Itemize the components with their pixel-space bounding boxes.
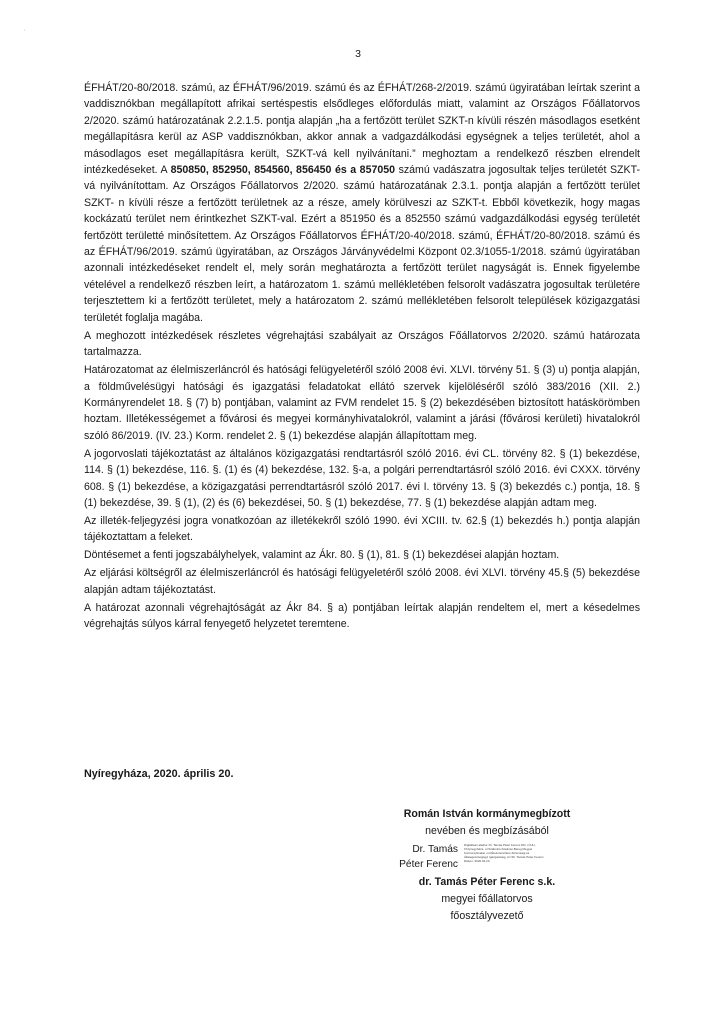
signature-line-1: Román István kormánymegbízott bbox=[403, 808, 571, 820]
place-date: Nyíregyháza, 2020. április 20. bbox=[84, 768, 234, 780]
paragraph bbox=[84, 362, 640, 444]
digital-signature-name bbox=[386, 842, 458, 872]
paragraph bbox=[84, 547, 640, 563]
text-run: Az eljárási költségről az élelmiszerláncról és hatósági felügyeletéről szóló 2008. évi XLVI. törvény 45.§ (5) bekezdése alapján adtam tájékoztatást. bbox=[84, 567, 640, 596]
signer-title-2: főosztályvezető bbox=[450, 910, 524, 922]
text-run: A meghozott intézkedések részletes végrehajtási szabályait az Országos Főállatorvos 2/2020. számú határozata tartalmazza. bbox=[84, 329, 640, 359]
paragraph bbox=[84, 446, 640, 512]
text-run: Határozatomat az élelmiszerláncról és hatósági felügyeletéről szóló 2008 évi. XLVI. törvény 51. § (3) u) pontja alapján, a földművelésügyi hatósági és igazgatási feladatokat ellátó szervek kijelöléséről szóló 383/2016 (XII. 2.) Kormányrendelet 18. § (7) b) pontjában, valamint az FVM rendelet 15. § (2) bekezdésében biztosított hatáskörömben hoztam. Illetékességemet a fővárosi és megyei kormányhivatalokról, valamint a járási (fővárosi kerületi) hivatalokról szóló 86/2019. (IV. 23.) Korm. rendelet 2. § (1) bekezdése alapján állapítottam meg. bbox=[84, 364, 640, 442]
digital-signature-name-1: Dr. Tamás bbox=[412, 844, 458, 855]
margin-mark: ' bbox=[24, 30, 26, 36]
paragraph bbox=[84, 80, 640, 326]
text-run: Az illeték-feljegyzési jogra vonatkozóan az illetékekről szóló 1990. évi XCIII. tv. 62.§ (1) bekezdés h.) pontja alapján tájékoztattam a feleket. bbox=[84, 514, 640, 544]
digital-signature bbox=[372, 840, 602, 874]
text-run: A határozat azonnali végrehajtóságát az Ákr 84. § a) pontjában leírtak alapján rendeltem el, mert a késedelmes végrehajtás súlyos kárral fenyegető helyzetet teremtene. bbox=[84, 601, 640, 631]
signature-line-2: nevében és megbízásából bbox=[425, 825, 549, 837]
paragraph bbox=[84, 600, 640, 633]
text-run: Döntésemet a fenti jogszabályhelyek, valamint az Ákr. 80. § (1), 81. § (1) bekezdései alapján hoztam. bbox=[84, 549, 560, 562]
signature-block bbox=[372, 806, 602, 925]
bold-text-run: 850850, 852950, 854560, 856450 és a 857050 bbox=[170, 164, 396, 177]
text-run: számú vadászatra jogosultak teljes területét SZKT-vá nyilvánítottam. Az Országos Főállatorvos 2/2020. számú határozatának 2.3.1. pontja alapján a fertőzött terület SZKT- n kívüli része a fertőzött területnek az a része, amely körülveszi az SZKT-t. Ebből következik, hogy magas kockázatú terület nem érintkezhet SZKT-val. Ezért a 851950 és a 852550 számú vadgazdálkodási egység területét fertőzött területté minősítettem. Az Országos Főállatorvos ÉFHÁT/20-40/2018. számú, ÉFHÁT/20-80/2018. számú és az ÉFHÁT/96/2019. számú ügyiratában, az Országos Járványvédelmi Központ 02.3/1055-1/2018. számú ügyiratában azonnali intézkedéseket rendelt el, mely során meghatározta a fertőzött terület nagyságát is. Ennek figyelembe vételével a rendelkező részben leírt, a határozatom 1. számú mellékletében felsorolt vadászatra jogosultak területére terjesztettem ki a fertőzött területet, mely a határozatom 2. számú mellékletében felsorolt települések közigazgatási területét foglalja magába. bbox=[84, 164, 640, 324]
body-text bbox=[84, 80, 640, 634]
signer-title-1: megyei főállatorvos bbox=[441, 893, 533, 905]
paragraph bbox=[84, 513, 640, 546]
text-run: A jogorvoslati tájékoztatást az általános közigazgatási rendtartásról szóló 2016. évi CL. törvény 82. § (1) bekezdése, 114. § (1) bekezdése, 116. §. (1) és (4) bekezdése, 132. §-a, a polgári perrendtartásról szóló 2016. évi CXXX. törvény 608. § (1) bekezdése, a közigazgatási perrendtartásról szóló 2017. évi I. törvény 13. § (3) bekezdés c.) pontja, 18. § (1) bekezdése, 39. § (1), (2) és (6) bekezdései, 50. § (1) bekezdése, 77. § (1) bekezdése alapján adtam meg. bbox=[84, 447, 640, 509]
page-number: 3 bbox=[355, 48, 361, 60]
digital-signature-details: Digitálisan aláírta: Dr. Tamás Péter Ferenc DN: c=HU, l=Nyíregyháza, o=Szabolcs-Szatmár-Bereg Megyei Kormányhivatal, ou=Élelmiszerlánc-biztonsági és Állategészségügyi Igazgatóság, cn=Dr. Tamás Péter Ferenc Dátum: 2020.04.20 bbox=[464, 843, 544, 863]
text-run: ÉFHÁT/20-80/2018. számú, az ÉFHÁT/96/2019. számú és az ÉFHÁT/268-2/2019. számú ügyiratában leírtak szerint a vaddisznókban megállapított afrikai sertéspestis elsődleges előfordulás miatt, valamint az Országos Főállatorvos 2/2020. számú határozatának 2.2.1.5. pontja alapján „ha a fertőzött terület SZKT-n kívüli részén másodlagos esetként megállapításra kerül az ASP vaddisznókban, akkor annak a vadgazdálkodási egységnek a teljes területét, ahol a másodlagos eset megállapításra került, SZKT-vá kell nyilvánítani.” meghoztam a rendelkező részben elrendelt intézkedéseket. A bbox=[84, 82, 640, 177]
paragraph bbox=[84, 565, 640, 598]
digital-signature-name-2: Péter Ferenc bbox=[399, 859, 458, 870]
signer-name: dr. Tamás Péter Ferenc s.k. bbox=[418, 876, 556, 888]
paragraph bbox=[84, 328, 640, 361]
